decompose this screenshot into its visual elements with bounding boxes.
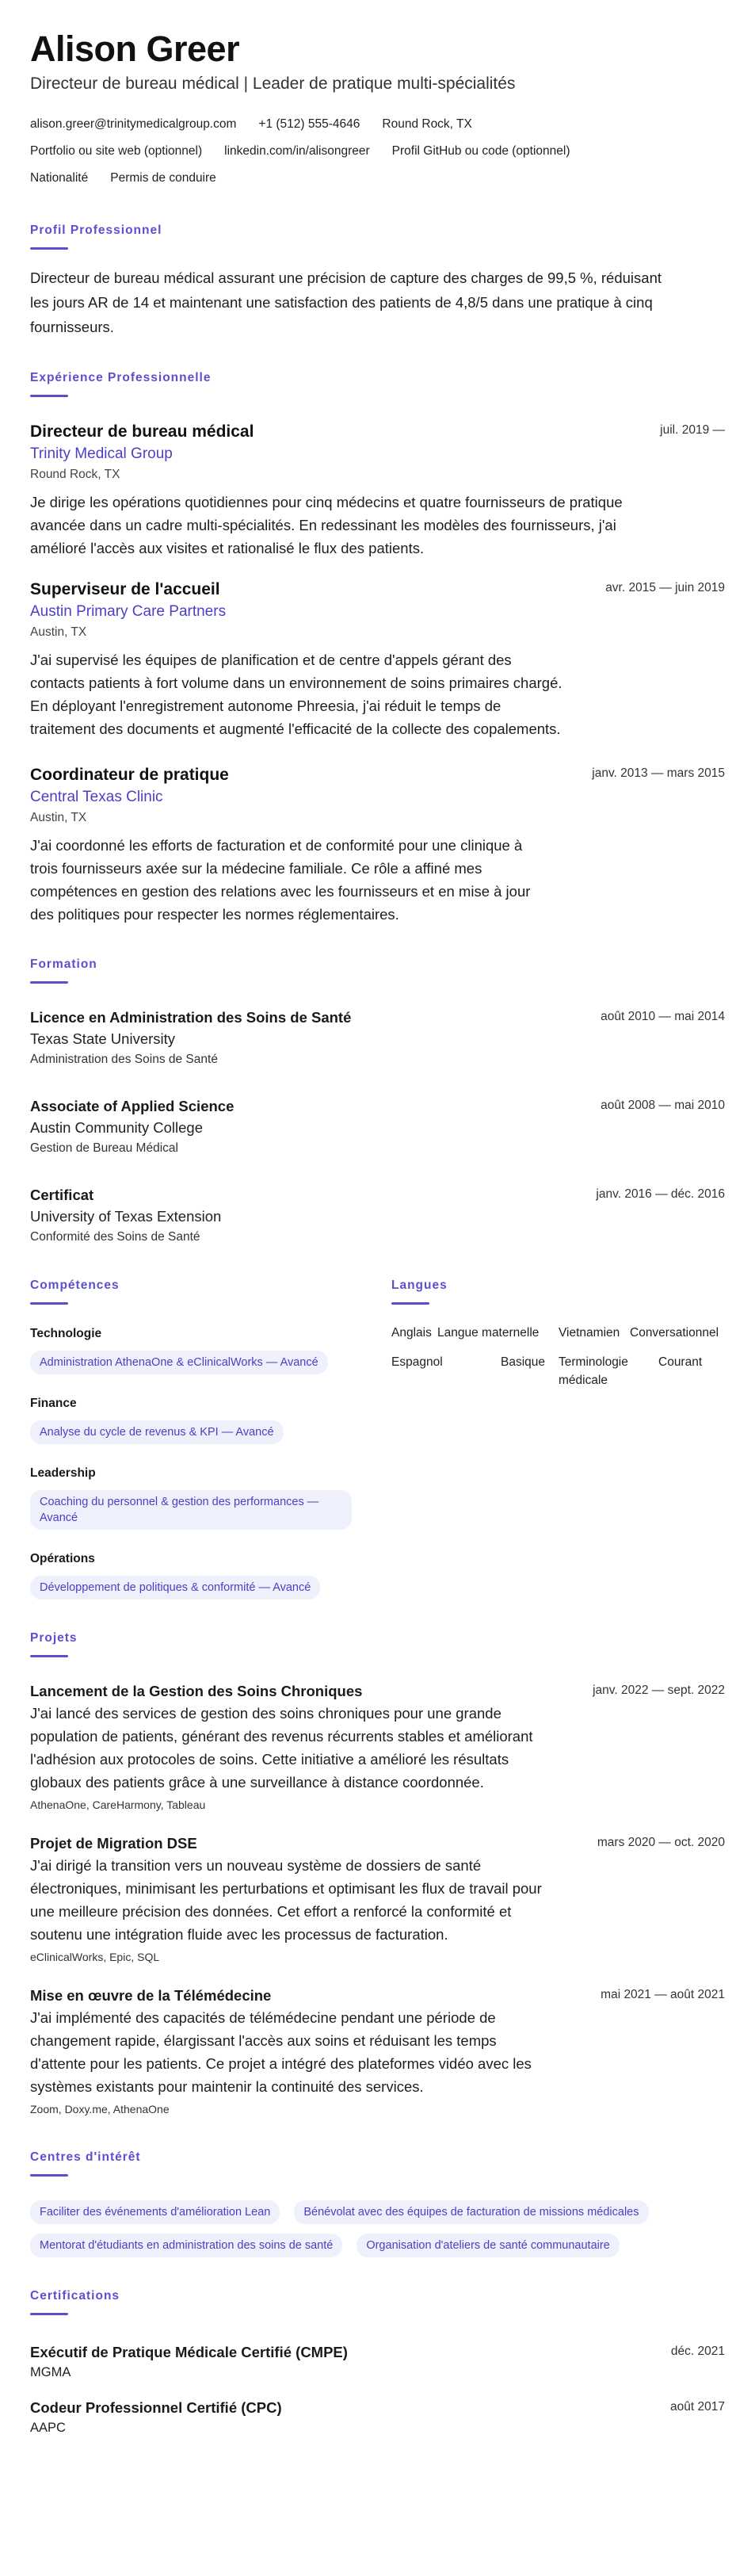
job-dates: janv. 2013 — mars 2015 xyxy=(592,766,725,780)
certification-entry xyxy=(30,2342,725,2382)
contact-list-2 xyxy=(30,138,725,165)
section-divider xyxy=(30,2313,68,2315)
education-section xyxy=(30,956,725,1247)
section-title: Expérience Professionnelle xyxy=(30,371,212,384)
profile-section xyxy=(30,222,725,339)
section-divider xyxy=(30,395,68,397)
section-title: Profil Professionnel xyxy=(30,224,162,237)
education-entry xyxy=(30,1096,725,1158)
section-title: Langues xyxy=(391,1278,448,1292)
section-title: Formation xyxy=(30,957,97,971)
resume-header xyxy=(30,29,725,192)
education-dates: août 2010 — mai 2014 xyxy=(601,1010,725,1023)
experience-section xyxy=(30,369,725,926)
language-name: Vietnamien xyxy=(559,1326,620,1340)
language-name: Terminologie médicale xyxy=(559,1355,628,1387)
job-dates: juil. 2019 — xyxy=(660,423,725,437)
project-description: J'ai dirigé la transition vers un nouveau système de dossiers de santé électroniques, minimisant les perturbations et optimisant les flux de travail pour une meilleure précision des données. Cet effort a renforcé la conformité et soutenu une intégration fluide avec les processus de facturation. xyxy=(30,1857,542,1943)
candidate-name: Alison Greer xyxy=(30,29,240,69)
section-divider xyxy=(30,981,68,984)
experience-entry xyxy=(30,579,725,740)
degree-title: Licence en Administration des Soins de Santé xyxy=(30,1009,352,1026)
education-entry xyxy=(30,1185,725,1247)
language-level: Langue maternelle xyxy=(437,1326,540,1340)
employer-name: Central Texas Clinic xyxy=(30,789,163,805)
skills-section xyxy=(30,1277,376,1599)
education-dates: janv. 2016 — déc. 2016 xyxy=(596,1187,725,1201)
contact-linkedin[interactable]: linkedin.com/in/alisongreer xyxy=(224,144,370,158)
skill-group xyxy=(30,1325,376,1374)
section-divider xyxy=(30,1655,68,1657)
job-location: Austin, TX xyxy=(30,625,87,639)
interest-chip: Bénévolat avec des équipes de facturation de missions médicales xyxy=(294,2200,648,2224)
language-level: Basique xyxy=(501,1355,546,1369)
skill-chip: Analyse du cycle de revenus & KPI — Avancé xyxy=(30,1420,284,1444)
project-description: J'ai implémenté des capacités de télémédecine pendant une période de changement rapide, élargissant l'accès aux soins et réduisant les temps d'attente pour les patients. Ce projet a intégré des plateformes vidéo avec les systèmes existants pour maintenir la continuité des services. xyxy=(30,2009,532,2095)
languages-grid xyxy=(391,1324,725,1401)
certification-name: Codeur Professionnel Certifié (CPC) xyxy=(30,2399,282,2416)
degree-title: Certificat xyxy=(30,1187,94,1203)
skill-group-title: Technologie xyxy=(30,1327,102,1340)
contact-phone[interactable]: +1 (512) 555-4646 xyxy=(258,117,360,131)
school-name: Texas State University xyxy=(30,1030,176,1047)
job-description: Je dirige les opérations quotidiennes pour cinq médecins et quatre fournisseurs de pratique avancée dans un cadre multi-spécialités. En redessinant les modèles des fournisseurs, j'ai amélioré l'accès aux visites et rationalisé le flux des patients. xyxy=(30,494,623,556)
job-description: J'ai coordonné les efforts de facturation et de conformité pour une clinique à trois fournisseurs axée sur la médecine familiale. Ce rôle a affiné mes compétences en gestion des relations avec les fournisseurs et en mise à jour des politiques pour respecter les normes réglementaires. xyxy=(30,837,531,923)
project-entry xyxy=(30,1833,725,1966)
certifications-section xyxy=(30,2287,725,2437)
language-level: Courant xyxy=(658,1355,703,1369)
section-title: Centres d'intérêt xyxy=(30,2150,141,2164)
contact-list xyxy=(30,111,725,138)
skill-group xyxy=(30,1550,376,1599)
project-dates: mars 2020 — oct. 2020 xyxy=(597,1836,725,1849)
language-name: Espagnol xyxy=(391,1355,443,1369)
job-title: Coordinateur de pratique xyxy=(30,766,229,784)
language-level: Conversationnel xyxy=(630,1326,719,1340)
school-name: University of Texas Extension xyxy=(30,1208,222,1225)
project-description: J'ai lancé des services de gestion des soins chroniques pour une grande population de patients, générant des revenus récurrents stables et améliorant l'adhésion aux protocoles de soins. Cette initiative a amélioré les résultats globaux des patients grâce à une surveillance à distance coordonnée. xyxy=(30,1705,533,1791)
skill-chip: Développement de politiques & conformité — Avancé xyxy=(30,1576,320,1599)
section-title: Certifications xyxy=(30,2289,120,2303)
experience-entry xyxy=(30,764,725,926)
degree-title: Associate of Applied Science xyxy=(30,1098,235,1114)
school-name: Austin Community College xyxy=(30,1119,203,1136)
interests-section xyxy=(30,2149,725,2257)
certification-name: Exécutif de Pratique Médicale Certifié (CMPE) xyxy=(30,2344,348,2360)
project-entry xyxy=(30,1681,725,1814)
project-technologies: Zoom, Doxy.me, AthenaOne xyxy=(30,2103,170,2115)
skills-languages-row xyxy=(30,1277,725,1599)
section-divider xyxy=(30,1302,68,1305)
interest-chip: Organisation d'ateliers de santé communautaire xyxy=(357,2234,619,2257)
skill-chip: Administration AthenaOne & eClinicalWorks — Avancé xyxy=(30,1351,328,1374)
interest-chip: Mentorat d'étudiants en administration des soins de santé xyxy=(30,2234,342,2257)
education-entry xyxy=(30,1007,725,1069)
section-title: Compétences xyxy=(30,1278,120,1292)
certification-entry xyxy=(30,2398,725,2437)
project-entry xyxy=(30,1986,725,2119)
employer-name: Trinity Medical Group xyxy=(30,445,173,462)
employer-name: Austin Primary Care Partners xyxy=(30,603,227,620)
section-title: Projets xyxy=(30,1631,78,1645)
contact-location: Round Rock, TX xyxy=(382,117,472,131)
certification-issuer: MGMA xyxy=(30,2365,71,2379)
field-of-study: Conformité des Soins de Santé xyxy=(30,1230,200,1244)
job-location: Round Rock, TX xyxy=(30,468,120,481)
project-dates: mai 2021 — août 2021 xyxy=(601,1988,725,2001)
languages-section xyxy=(391,1277,725,1599)
contact-github[interactable]: Profil GitHub ou code (optionnel) xyxy=(391,144,570,158)
language-name: Anglais xyxy=(391,1326,432,1340)
job-location: Austin, TX xyxy=(30,811,87,824)
section-divider xyxy=(30,247,68,250)
projects-section xyxy=(30,1630,725,2119)
section-divider xyxy=(391,1302,429,1305)
experience-entry xyxy=(30,421,725,560)
job-title: Superviseur de l'accueil xyxy=(30,580,220,598)
contact-email[interactable]: alison.greer@trinitymedicalgroup.com xyxy=(30,117,237,131)
certification-issuer: AAPC xyxy=(30,2421,66,2435)
skill-group-title: Finance xyxy=(30,1397,77,1410)
profile-summary: Directeur de bureau médical assurant une précision de capture des charges de 99,5 %, réduisant les jours AR de 14 et maintenant une satisfaction des patients de 4,8/5 dans une pratique à cinq fournisseurs. xyxy=(30,269,662,335)
field-of-study: Gestion de Bureau Médical xyxy=(30,1141,178,1155)
project-name: Lancement de la Gestion des Soins Chroniques xyxy=(30,1683,363,1699)
project-name: Mise en œuvre de la Télémédecine xyxy=(30,1987,272,2004)
job-dates: avr. 2015 — juin 2019 xyxy=(605,581,725,594)
section-divider xyxy=(30,2174,68,2177)
contact-nationality: Nationalité xyxy=(30,171,89,185)
interest-chip: Faciliter des événements d'amélioration Lean xyxy=(30,2200,280,2224)
skill-group xyxy=(30,1465,376,1530)
job-description: J'ai supervisé les équipes de planification et de centre d'appels gérant des contacts patients à fort volume dans un environnement de soins primaires chargé. En déployant l'enregistrement autonome Phreesia, j'ai réduit le temps de traitement des documents et augmenté l'efficacité de la collecte des copalements. xyxy=(30,652,562,737)
candidate-headline: Directeur de bureau médical | Leader de pratique multi-spécialités xyxy=(30,75,516,93)
contact-list-3 xyxy=(30,165,725,192)
skill-group-title: Leadership xyxy=(30,1466,96,1480)
project-name: Projet de Migration DSE xyxy=(30,1835,197,1852)
certification-date: déc. 2021 xyxy=(670,2345,725,2358)
skill-group xyxy=(30,1395,376,1444)
contact-portfolio[interactable]: Portfolio ou site web (optionnel) xyxy=(30,144,203,158)
project-technologies: AthenaOne, CareHarmony, Tableau xyxy=(30,1798,206,1811)
certification-date: août 2017 xyxy=(670,2400,725,2414)
interests-list xyxy=(30,2191,725,2257)
skill-chip: Coaching du personnel & gestion des performances — Avancé xyxy=(30,1490,352,1530)
project-technologies: eClinicalWorks, Epic, SQL xyxy=(30,1951,160,1963)
skill-group-title: Opérations xyxy=(30,1552,95,1565)
project-dates: janv. 2022 — sept. 2022 xyxy=(593,1684,725,1697)
contact-license: Permis de conduire xyxy=(110,171,216,185)
education-dates: août 2008 — mai 2010 xyxy=(601,1099,725,1112)
field-of-study: Administration des Soins de Santé xyxy=(30,1053,218,1066)
job-title: Directeur de bureau médical xyxy=(30,422,254,441)
